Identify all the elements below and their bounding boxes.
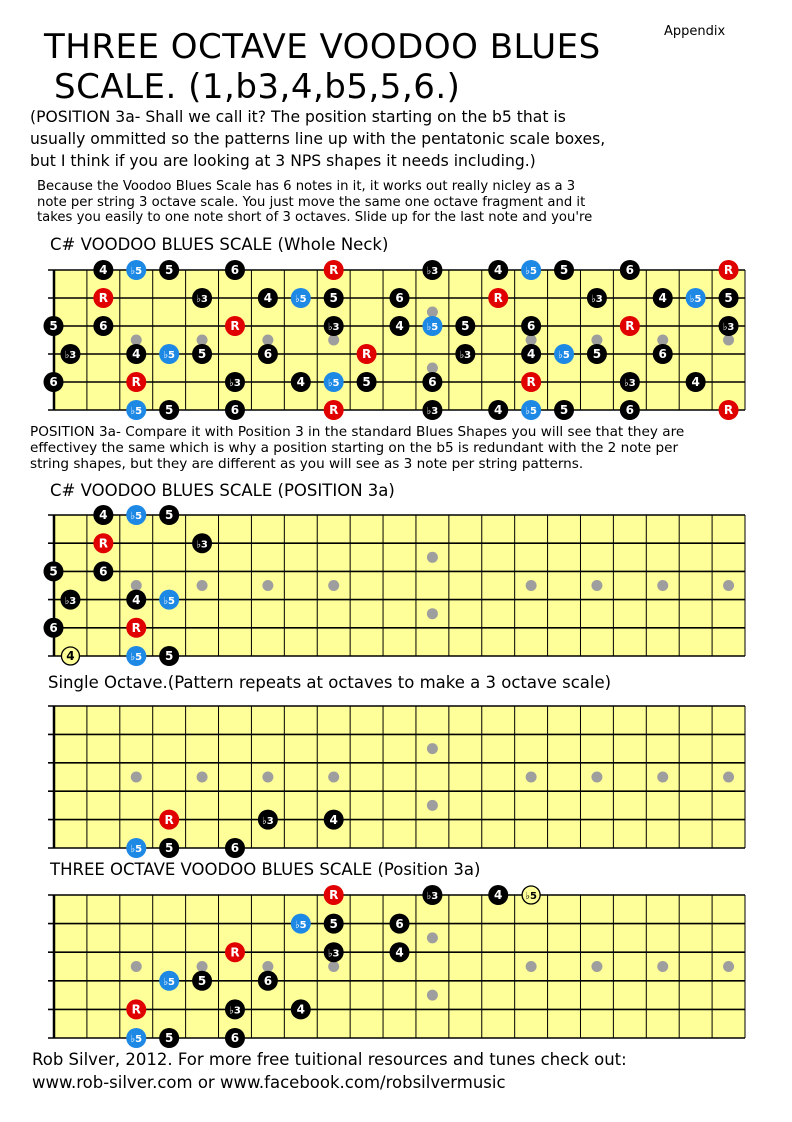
fret-inlay-dot — [657, 335, 668, 346]
flat-five-note-marker — [159, 971, 179, 991]
scale-note-marker — [620, 372, 640, 392]
fret-inlay-dot — [591, 961, 602, 972]
flat-five-note-marker — [126, 646, 146, 666]
scale-note-marker — [258, 288, 278, 308]
root-note-marker — [719, 260, 739, 280]
scale-note-marker — [93, 260, 113, 280]
root-note-marker — [620, 316, 640, 336]
scale-note-marker — [44, 316, 64, 336]
scale-note-marker — [357, 372, 377, 392]
note-label: 5 — [559, 263, 569, 278]
flat-five-note-marker — [159, 590, 179, 610]
scale-note-marker — [324, 288, 344, 308]
fret-inlay-dot — [591, 580, 602, 591]
note-label: 5 — [164, 403, 174, 418]
intro-line: (POSITION 3a- Shall we call it? The position starting on the b5 that is — [30, 108, 566, 126]
scale-note-marker — [719, 316, 739, 336]
scale-note-marker — [324, 914, 344, 934]
explanation-line: takes you easily to one note short of 3 octaves. Slide up for the last note and you're — [37, 210, 593, 225]
scale-note-marker — [44, 561, 64, 581]
intro-line: usually ommitted so the patterns line up with the pentatonic scale boxes, — [30, 130, 606, 148]
scale-note-marker — [554, 260, 574, 280]
note-label: 6 — [395, 916, 404, 931]
fret-inlay-dot — [131, 335, 142, 346]
note-label: 4 — [66, 649, 75, 664]
note-label: 4 — [329, 812, 338, 827]
note-label: 5 — [461, 319, 470, 334]
scale-note-marker — [44, 618, 64, 638]
fret-inlay-dot — [427, 932, 438, 943]
scale-note-marker — [291, 999, 311, 1019]
note-label: ♭5 — [426, 322, 439, 334]
flat-five-note-marker — [126, 838, 146, 858]
scale-note-marker — [390, 288, 410, 308]
note-label: 4 — [296, 1002, 305, 1017]
note-label: ♭5 — [163, 350, 176, 362]
scale-note-marker — [225, 838, 245, 858]
note-label: ♭3 — [196, 539, 208, 551]
note-label: R — [723, 403, 734, 418]
fretboard-position-3a — [44, 505, 746, 666]
fret-inlay-dot — [591, 772, 602, 783]
note-label: 6 — [526, 319, 536, 334]
note-label: 6 — [99, 319, 108, 334]
note-label: 6 — [263, 974, 273, 988]
position-note-line: string shapes, but they are different as you will see as 3 note per string patterns. — [30, 456, 584, 472]
note-label: R — [98, 536, 108, 551]
flat-five-note-marker — [324, 372, 344, 392]
note-label: 4 — [263, 291, 273, 306]
three-octave-heading: THREE OCTAVE VOODOO BLUES SCALE (Position 3a) — [50, 860, 481, 879]
flat-five-note-marker — [291, 914, 311, 934]
note-label: 5 — [164, 841, 174, 856]
explanation-line: Because the Voodoo Blues Scale has 6 notes in it, it works out really nicley as a 3 — [37, 179, 576, 194]
note-label: 6 — [230, 263, 240, 278]
note-label: ♭5 — [130, 406, 143, 418]
scale-note-marker — [422, 885, 442, 905]
flat-five-note-marker — [126, 1028, 146, 1048]
scale-note-marker — [422, 260, 442, 280]
note-label: ♭5 — [130, 1034, 143, 1046]
note-label: 4 — [526, 347, 536, 362]
intro-line: but I think if you are looking at 3 NPS shapes it needs including.) — [30, 152, 536, 170]
note-label: ♭3 — [327, 948, 340, 960]
position-note-line: POSITION 3a- Compare it with Position 3 in the standard Blues Shapes you will see that they are — [30, 424, 685, 440]
scale-note-marker — [686, 372, 706, 392]
scale-note-marker — [390, 914, 410, 934]
scale-note-marker — [390, 316, 410, 336]
scale-note-marker — [93, 561, 113, 581]
root-note-marker — [126, 999, 146, 1019]
fret-inlay-dot — [526, 772, 537, 783]
note-label: 6 — [230, 841, 240, 856]
note-label: 4 — [99, 508, 108, 523]
note-label: ♭5 — [294, 294, 307, 306]
fret-inlay-dot — [723, 580, 734, 591]
scale-note-marker — [719, 288, 739, 308]
flat-five-note-marker — [422, 316, 442, 336]
note-label: ♭3 — [196, 294, 208, 306]
note-label: 5 — [164, 649, 174, 664]
flat-five-note-marker — [126, 400, 146, 420]
note-label: 4 — [658, 291, 667, 306]
scale-note-marker — [455, 316, 475, 336]
note-label: 5 — [724, 291, 733, 306]
flat-five-note-marker — [554, 344, 574, 364]
scale-note-marker — [192, 533, 212, 553]
scale-note-marker — [159, 260, 179, 280]
scale-note-marker — [488, 260, 508, 280]
note-label: ♭3 — [64, 595, 77, 607]
note-label: 6 — [625, 263, 635, 278]
note-label: 5 — [49, 319, 58, 334]
note-label: 4 — [395, 945, 404, 960]
scale-note-marker — [126, 344, 146, 364]
note-label: 5 — [164, 508, 174, 523]
fret-inlay-dot — [131, 580, 142, 591]
root-note-marker — [719, 400, 739, 420]
root-note-marker — [159, 810, 179, 830]
note-label: R — [329, 888, 339, 903]
scale-note-marker — [159, 646, 179, 666]
note-label: R — [329, 263, 339, 278]
fret-inlay-dot — [131, 772, 142, 783]
fret-inlay-dot — [131, 961, 142, 972]
scale-note-marker — [653, 288, 673, 308]
fret-inlay-dot — [427, 800, 438, 811]
note-label: 5 — [197, 347, 207, 362]
footer-credit: Rob Silver, 2012. For more free tuitional resources and tunes check out: — [32, 1050, 627, 1069]
note-label: ♭5 — [525, 891, 537, 903]
note-label: 4 — [494, 403, 503, 418]
fret-inlay-dot — [427, 552, 438, 563]
scale-note-marker — [93, 316, 113, 336]
fret-inlay-dot — [427, 363, 438, 374]
scale-note-marker — [291, 372, 311, 392]
note-label: 5 — [362, 375, 371, 390]
fret-inlay-dot — [723, 335, 734, 346]
fret-inlay-dot — [328, 772, 339, 783]
explanation-line: note per string 3 octave scale. You just move the same one octave fragment and it — [37, 194, 586, 210]
note-label: R — [625, 319, 635, 334]
note-label: 4 — [494, 263, 503, 278]
flat-five-note-marker — [126, 260, 146, 280]
note-label: 5 — [592, 347, 602, 362]
note-label: 6 — [49, 375, 58, 390]
fretboard-background — [54, 706, 745, 848]
scale-note-marker — [60, 344, 80, 364]
note-label: ♭5 — [525, 266, 537, 278]
note-label: 5 — [329, 916, 338, 931]
single-octave-heading: Single Octave.(Pattern repeats at octaves to make a 3 octave scale) — [48, 673, 612, 692]
note-label: ♭3 — [426, 406, 439, 418]
fret-inlay-dot — [262, 772, 273, 783]
fret-inlay-dot — [723, 961, 734, 972]
note-label: 6 — [395, 291, 404, 306]
note-label: ♭3 — [229, 378, 241, 390]
optional-note-marker — [61, 647, 79, 665]
fret-inlay-dot — [657, 580, 668, 591]
note-label: 5 — [164, 263, 174, 278]
scale-note-marker — [488, 400, 508, 420]
note-label: 4 — [132, 592, 141, 607]
scale-note-marker — [60, 590, 80, 610]
flat-five-note-marker — [126, 505, 146, 525]
fret-inlay-dot — [427, 990, 438, 1001]
scale-note-marker — [225, 1028, 245, 1048]
root-note-marker — [521, 372, 541, 392]
root-note-marker — [126, 372, 146, 392]
position-3a-heading: C# VOODOO BLUES SCALE (POSITION 3a) — [50, 481, 395, 500]
note-label: ♭5 — [163, 595, 176, 607]
fretboard-whole-neck — [44, 260, 746, 420]
note-label: 4 — [494, 888, 503, 903]
scale-note-marker — [554, 400, 574, 420]
whole-neck-heading: C# VOODOO BLUES SCALE (Whole Neck) — [50, 235, 389, 254]
scale-note-marker — [44, 372, 64, 392]
fret-inlay-dot — [197, 580, 208, 591]
note-label: 5 — [49, 564, 58, 579]
note-label: R — [493, 291, 503, 306]
fret-inlay-dot — [328, 335, 339, 346]
flat-five-note-marker — [521, 260, 541, 280]
scale-note-marker — [324, 316, 344, 336]
note-label: ♭3 — [591, 294, 603, 306]
note-label: R — [131, 375, 141, 390]
note-label: 4 — [691, 375, 700, 390]
flat-five-note-marker — [159, 344, 179, 364]
scale-note-marker — [225, 400, 245, 420]
note-label: ♭3 — [722, 322, 735, 334]
note-label: R — [723, 263, 734, 278]
note-label: 5 — [329, 291, 338, 306]
note-label: 6 — [428, 375, 437, 390]
root-note-marker — [225, 316, 245, 336]
scale-note-marker — [192, 344, 212, 364]
fretboard-three-octave — [48, 885, 745, 1048]
scale-note-marker — [620, 400, 640, 420]
fret-inlay-dot — [427, 307, 438, 318]
note-label: ♭5 — [294, 919, 307, 931]
fret-inlay-dot — [723, 772, 734, 783]
fret-inlay-dot — [328, 580, 339, 591]
scale-note-marker — [587, 344, 607, 364]
scale-note-marker — [225, 999, 245, 1019]
scale-note-marker — [488, 885, 508, 905]
note-label: 6 — [263, 347, 273, 362]
root-note-marker — [357, 344, 377, 364]
fret-inlay-dot — [591, 335, 602, 346]
note-label: ♭5 — [130, 266, 143, 278]
note-label: ♭3 — [262, 815, 274, 827]
note-label: ♭5 — [327, 378, 340, 390]
note-label: 4 — [296, 375, 305, 390]
scale-note-marker — [159, 838, 179, 858]
scale-note-marker — [587, 288, 607, 308]
note-label: ♭3 — [459, 350, 472, 362]
note-label: ♭3 — [327, 322, 340, 334]
fret-inlay-dot — [262, 961, 273, 972]
fret-inlay-dot — [328, 961, 339, 972]
note-label: 6 — [49, 621, 58, 635]
scale-note-marker — [258, 971, 278, 991]
fret-inlay-dot — [197, 772, 208, 783]
scale-note-marker — [225, 372, 245, 392]
scale-note-marker — [93, 505, 113, 525]
optional-note-marker — [522, 886, 540, 904]
note-label: ♭5 — [130, 652, 143, 664]
scale-note-marker — [159, 1028, 179, 1048]
root-note-marker — [324, 260, 344, 280]
root-note-marker — [488, 288, 508, 308]
scale-note-marker — [521, 344, 541, 364]
note-label: 4 — [132, 347, 141, 362]
note-label: R — [230, 945, 240, 960]
note-label: ♭3 — [64, 350, 77, 362]
fret-inlay-dot — [427, 608, 438, 619]
root-note-marker — [93, 533, 113, 553]
scale-note-marker — [455, 344, 475, 364]
scale-note-marker — [192, 971, 212, 991]
note-label: 5 — [164, 1031, 174, 1046]
scale-note-marker — [225, 260, 245, 280]
scale-note-marker — [422, 400, 442, 420]
note-label: R — [361, 347, 372, 362]
note-label: ♭5 — [525, 406, 537, 418]
scale-note-marker — [390, 942, 410, 962]
note-label: 6 — [625, 403, 635, 418]
fret-inlay-dot — [526, 961, 537, 972]
scale-note-marker — [258, 344, 278, 364]
note-label: 5 — [197, 974, 207, 988]
scale-note-marker — [620, 260, 640, 280]
note-label: 6 — [658, 347, 667, 362]
fretboard-single-octave — [48, 706, 745, 858]
note-label: ♭3 — [229, 1005, 241, 1017]
note-label: R — [230, 319, 240, 334]
note-label: ♭5 — [130, 844, 143, 856]
flat-five-note-marker — [521, 400, 541, 420]
note-label: 5 — [559, 403, 569, 418]
scale-note-marker — [258, 810, 278, 830]
note-label: R — [329, 403, 339, 418]
root-note-marker — [225, 942, 245, 962]
note-label: ♭5 — [558, 350, 570, 362]
appendix-label: Appendix — [664, 24, 726, 39]
scale-note-marker — [159, 400, 179, 420]
root-note-marker — [93, 288, 113, 308]
fret-inlay-dot — [526, 580, 537, 591]
note-label: R — [526, 375, 536, 390]
fret-inlay-dot — [657, 961, 668, 972]
scale-note-marker — [653, 344, 673, 364]
note-label: R — [164, 812, 174, 827]
flat-five-note-marker — [686, 288, 706, 308]
fret-inlay-dot — [262, 580, 273, 591]
fret-inlay-dot — [526, 335, 537, 346]
fretboard-background — [54, 515, 745, 656]
note-label: ♭3 — [426, 266, 439, 278]
scale-note-marker — [521, 316, 541, 336]
note-label: 6 — [230, 403, 240, 418]
note-label: R — [131, 621, 141, 635]
flat-five-note-marker — [291, 288, 311, 308]
root-note-marker — [324, 400, 344, 420]
fret-inlay-dot — [197, 961, 208, 972]
note-label: ♭3 — [426, 891, 439, 903]
note-label: ♭5 — [130, 511, 143, 523]
note-label: R — [131, 1002, 141, 1017]
fret-inlay-dot — [427, 743, 438, 754]
fret-inlay-dot — [262, 335, 273, 346]
position-note-line: effectivey the same which is why a position starting on the b5 is redundant with the 2 note per — [30, 440, 679, 456]
scale-note-marker — [159, 505, 179, 525]
note-label: 4 — [99, 263, 108, 278]
scale-note-marker — [324, 942, 344, 962]
note-label: 6 — [230, 1031, 240, 1046]
root-note-marker — [324, 885, 344, 905]
scale-note-marker — [126, 590, 146, 610]
note-label: 6 — [99, 564, 108, 579]
scale-note-marker — [324, 810, 344, 830]
footer-links: www.rob-silver.com or www.facebook.com/robsilvermusic — [32, 1073, 506, 1092]
note-label: ♭5 — [163, 977, 176, 988]
note-label: R — [98, 291, 108, 306]
note-label: ♭3 — [623, 378, 636, 390]
root-note-marker — [126, 618, 146, 638]
page-title-line-1: THREE OCTAVE VOODOO BLUES — [44, 27, 601, 67]
scale-note-marker — [422, 372, 442, 392]
scale-note-marker — [192, 288, 212, 308]
fret-inlay-dot — [197, 335, 208, 346]
fret-inlay-dot — [657, 772, 668, 783]
page-title-line-2: SCALE. (1,b3,4,b5,5,6.) — [54, 67, 461, 107]
note-label: ♭5 — [689, 294, 702, 306]
note-label: 4 — [395, 319, 404, 334]
